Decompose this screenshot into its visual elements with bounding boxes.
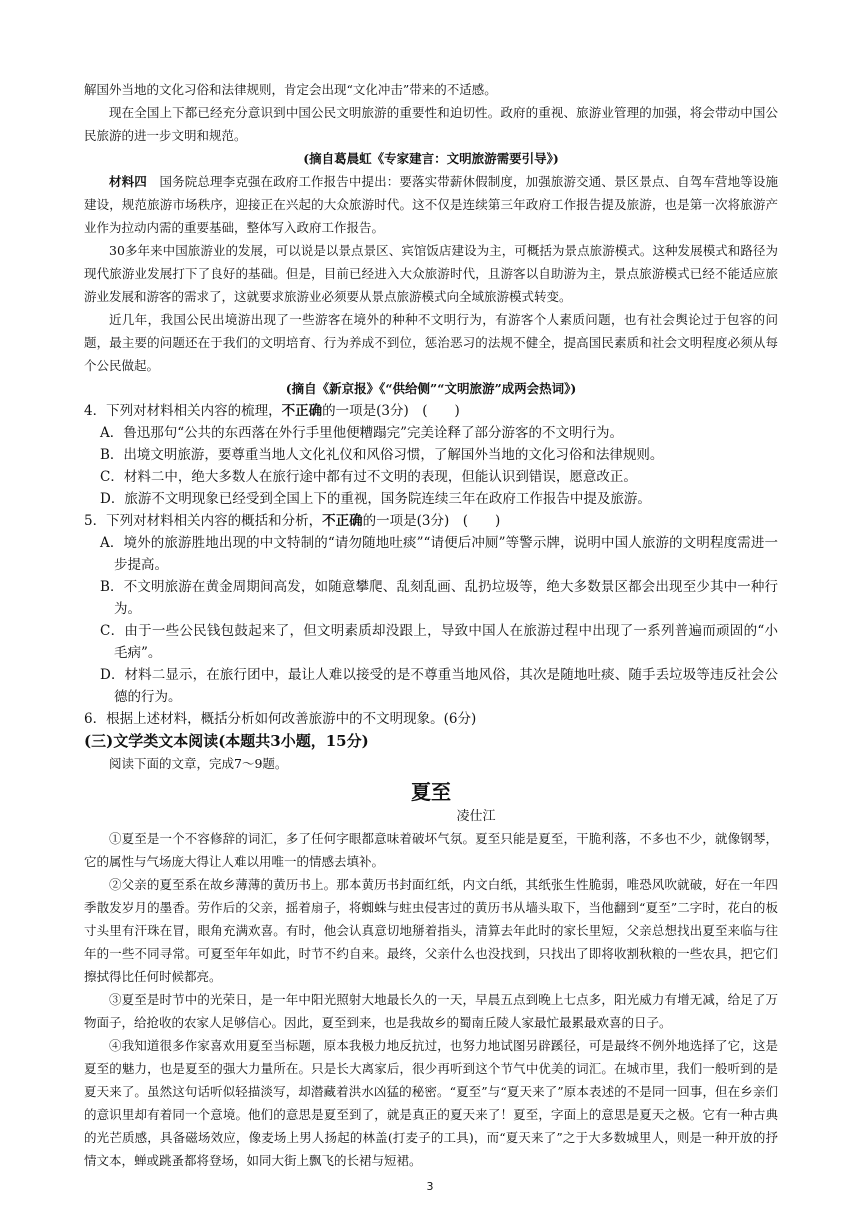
material4-text: 国务院总理李克强在政府工作报告中提出：要落实带薪休假制度，加强旅游交通、景区景点、自驾车营地等设施建设，规范旅游市场秩序，迎接正在兴起的大众旅游时代。这不仅是连续第三年政府工作报告提及旅游，也是第一次将旅游产业作为拉动内需的重要基础，整体写入政府工作报告。 [84, 174, 778, 235]
essay-paragraph-2: ②父亲的夏至系在故乡薄薄的黄历书上。那本黄历书封面红纸，内文白纸，其纸张生性脆弱，唯恐风吹就破，好在一年四季散发岁月的墨香。劳作后的父亲，摇着扇子，将蜘蛛与蛀虫侵害过的黄历书从墙头取下，当他翻到“夏至”二字时，花白的板寸头里有汗珠在冒，眼角充满欢喜。有时，他会认真意切地掰着指头，清算去年此时的家长里短，父亲总想找出夏至来临与往年的一些不同寻常。可夏至年年如此，时节不约自来。最终，父亲什么也没找到，只找出了即将收割秋粮的一些农具，把它们擦拭得比任何时候都亮。 [84, 877, 778, 984]
essay-author: 凌仕江 [456, 809, 496, 824]
question-4-stem-b: 的一项是(3分) ( ) [322, 403, 460, 419]
essay-paragraph-1: ①夏至是一个不容修辞的词汇，多了任何字眼都意味着破坏气氛。夏至只能是夏至，干脆利落，不多也不少，就像钢琴，它的属性与气场庞大得让人难以用唯一的情感去填补。 [84, 831, 778, 869]
question-4-stem-a: 4．下列对材料相关内容的梳理， [84, 403, 282, 419]
material3-tail-paragraph: 解国外当地的文化习俗和法律规则，肯定会出现“文化冲击”带来的不适感。 [84, 82, 497, 97]
section-heading: (三)文学类文本阅读(本题共3小题，15分) [84, 732, 369, 750]
material4-paragraph-2: 30多年来中国旅游业的发展，可以说是以景点景区、宾馆饭店建设为主，可概括为景点旅游模式。这种发展模式和路径为现代旅游业发展打下了良好的基础。但是，目前已经进入大众旅游时代，且游客以自助游为主，景点旅游模式已经不能适应旅游业发展和游客的需求了，这就要求旅游业必须要从景点旅游模式向全域旅游模式转变。 [84, 243, 778, 304]
question-5-option-c: C．由于一些公民钱包鼓起来了，但文明素质却没跟上，导致中国人在旅游过程中出现了一系列普遍而顽固的“小毛病”。 [100, 623, 778, 661]
material3-paragraph: 现在全国上下都已经充分意识到中国公民文明旅游的重要性和迫切性。政府的重视、旅游业管理的加强，将会带动中国公民旅游的进一步文明和规范。 [84, 105, 778, 143]
material3-source: (摘自葛晨虹《专家建言：文明旅游需要引导》) [303, 151, 559, 166]
question-5-stem [84, 510, 778, 532]
material4-paragraph-1 [84, 170, 778, 239]
material4-label: 材料四 [109, 174, 147, 189]
question-5-option-a: A．境外的旅游胜地出现的中文特制的“请勿随地吐痰”“请便后冲厕”等警示牌，说明中国人旅游的文明程度需进一步提高。 [100, 535, 778, 573]
question-5-stem-b: 的一项是(3分) ( ) [362, 513, 501, 529]
material4-paragraph-3: 近几年，我国公民出境游出现了一些游客在境外的种种不文明行为，有游客个人素质问题，也有社会舆论过于包容的问题，最主要的问题还在于我们的文明培育、行为养成不到位，惩治恶习的法规不健全，提高国民素质和社会文明程度必须从每个公民做起。 [84, 312, 778, 373]
essay-paragraph-4: ④我知道很多作家喜欢用夏至当标题，原本我极力地反抗过，也努力地试图另辟蹊径，可是最终不例外地选择了它，这是夏至的魅力，也是夏至的强大力量所在。只是长大离家后，很少再听到这个节气中优美的词汇。在城市里，我们一般听到的是夏天来了。虽然这句话听似轻描淡写，却潜藏着洪水凶猛的秘密。“夏至”与“夏天来了”原本表述的不是同一回事，但在乡亲们的意识里却有着同一个意境。他们的意思是夏至到了，就是真正的夏天来了！夏至，字面上的意思是夏天之极。它有一种古典的光芒质感，具备磁场效应，像麦场上男人扬起的林盖(打麦子的工具)，而“夏天来了”之于大多数城里人，则是一种开放的抒情文本，蝉或跳蚤都将登场，如同大街上飘飞的长裙与短裙。 [84, 1038, 778, 1168]
document-page [84, 78, 778, 1172]
question-5-option-d: D．材料二显示，在旅行团中，最让人难以接受的是不尊重当地风俗，其次是随地吐痰、随手丢垃圾等违反社会公德的行为。 [100, 667, 778, 705]
question-4-option-c: C．材料二中，绝大多数人在旅行途中都有过不文明的表现，但能认识到错误，愿意改正。 [100, 469, 637, 485]
question-4-option-b: B．出境文明旅游，要尊重当地人文化礼仪和风俗习惯，了解国外当地的文化习俗和法律规则。 [100, 447, 664, 463]
question-4-stem-bold: 不正确 [281, 403, 323, 419]
question-5-option-b: B．不文明旅游在黄金周期间高发，如随意攀爬、乱刻乱画、乱扔垃圾等，绝大多数景区都会出现至少其中一种行为。 [100, 579, 778, 617]
essay-title: 夏至 [411, 780, 451, 804]
material4-source: (摘自《新京报》《“供给侧”“文明旅游”成两会热词》) [285, 381, 577, 396]
question-4-option-d: D．旅游不文明现象已经受到全国上下的重视，国务院连续三年在政府工作报告中提及旅游。 [100, 491, 651, 507]
page-number: 3 [426, 1180, 434, 1193]
question-5-stem-bold: 不正确 [322, 513, 363, 529]
essay-paragraph-3: ③夏至是时节中的光荣日，是一年中阳光照射大地最长久的一天，早晨五点到晚上七点多，阳光威力有增无减，给足了万物面子，给抢收的农家人足够信心。因此，夏至到来，也是我故乡的蜀南丘陵人家最忙最累最欢喜的日子。 [84, 992, 778, 1030]
question-4-stem [84, 400, 778, 422]
question-5-stem-a: 5．下列对材料相关内容的概括和分析， [84, 513, 323, 529]
question-4-option-a: A．鲁迅那句“公共的东西落在外行手里他便糟蹋完”完美诠释了部分游客的不文明行为。 [100, 425, 624, 441]
section-instruction: 阅读下面的文章，完成7～9题。 [109, 756, 288, 771]
question-6: 6．根据上述材料，概括分析如何改善旅游中的不文明现象。(6分) [84, 711, 477, 727]
